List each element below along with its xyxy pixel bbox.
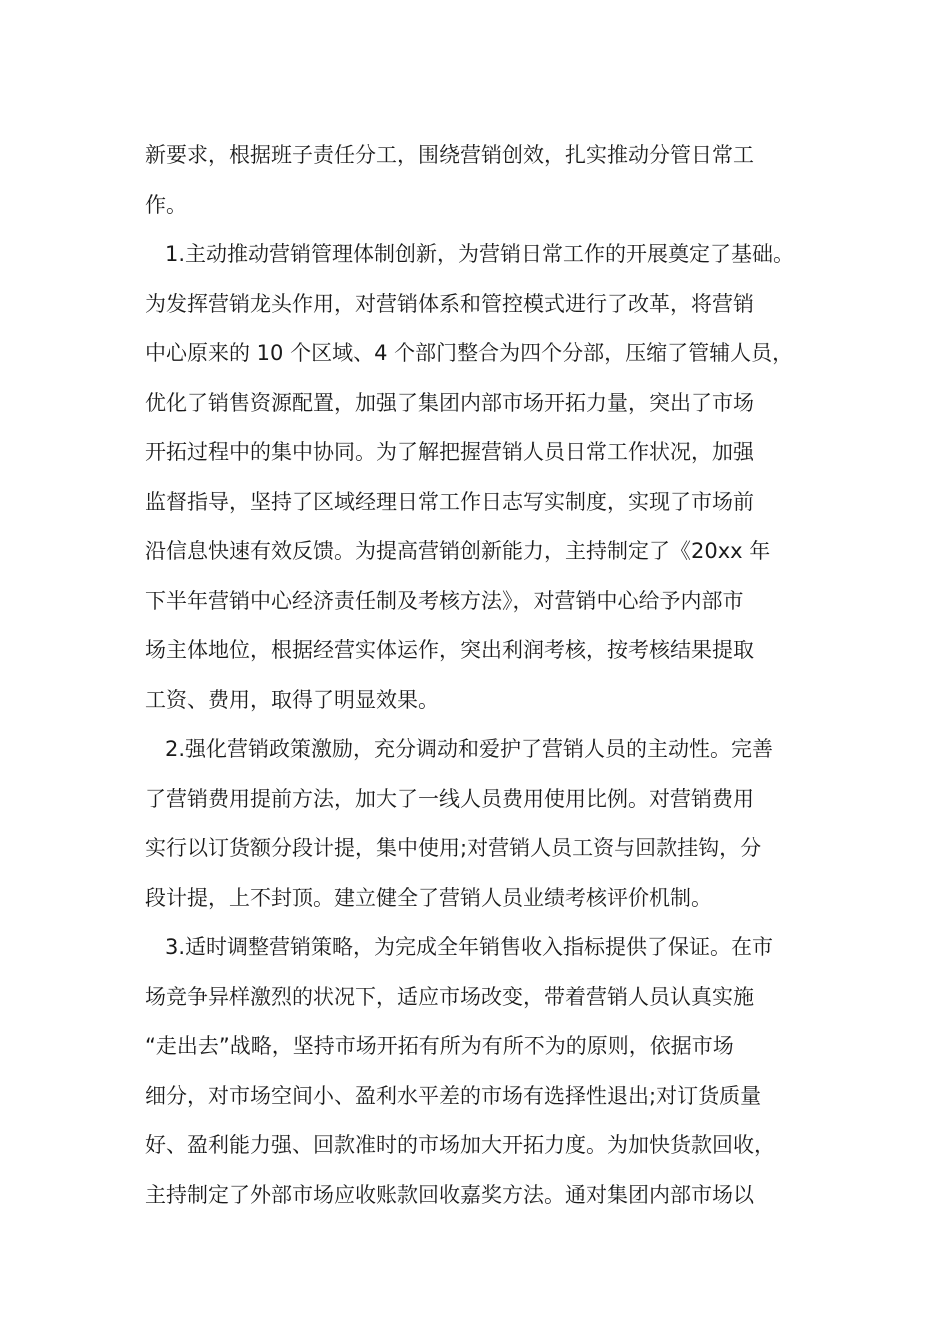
text-line: 段计提，上不封顶。建立健全了营销人员业绩考核评价机制。 bbox=[145, 885, 712, 910]
text-line: 场竞争异样激烈的状况下，适应市场改变，带着营销人员认真实施 bbox=[145, 984, 754, 1009]
text-line: 下半年营销中心经济责任制及考核方法》，对营销中心给予内部市 bbox=[145, 588, 744, 613]
text-line: 实行以订货额分段计提，集中使用;对营销人员工资与回款挂钩，分 bbox=[145, 836, 762, 860]
text-line: 3.适时调整营销策略，为完成全年销售收入指标提供了保证。在市 bbox=[165, 935, 774, 959]
text-line: 优化了销售资源配置，加强了集团内部市场开拓力量，突出了市场 bbox=[145, 390, 754, 415]
text-line: 沿信息快速有效反馈。为提高营销创新能力，主持制定了《20xx 年 bbox=[145, 539, 771, 563]
text-line: “走出去”战略，坚持市场开拓有所为有所不为的原则，依据市场 bbox=[145, 1034, 734, 1058]
document-body bbox=[145, 131, 825, 1220]
text-line: 主持制定了外部市场应收账款回收嘉奖方法。通对集团内部市场以 bbox=[145, 1182, 754, 1207]
text-line: 新要求，根据班子责任分工，围绕营销创效，扎实推动分管日常工 bbox=[145, 143, 754, 167]
text-line: 中心原来的 10 个区域、4 个部门整合为四个分部，压缩了管辅人员， bbox=[145, 341, 794, 365]
text-line: 工资、费用，取得了明显效果。 bbox=[145, 687, 439, 712]
text-line: 1.主动推动营销管理体制创新，为营销日常工作的开展奠定了基础。 bbox=[165, 242, 795, 266]
text-line: 场主体地位，根据经营实体运作，突出利润考核，按考核结果提取 bbox=[145, 638, 754, 662]
text-line: 细分，对市场空间小、盈利水平差的市场有选择性退出;对订货质量 bbox=[145, 1083, 762, 1108]
text-line: 2.强化营销政策激励，充分调动和爱护了营销人员的主动性。完善 bbox=[165, 737, 774, 761]
text-line: 为发挥营销龙头作用，对营销体系和管控模式进行了改革，将营销 bbox=[145, 291, 754, 316]
text-line: 了营销费用提前方法，加大了一线人员费用使用比例。对营销费用 bbox=[145, 786, 754, 811]
text-line: 好、盈利能力强、回款准时的市场加大开拓力度。为加快货款回收， bbox=[145, 1133, 775, 1157]
text-line: 作。 bbox=[145, 192, 187, 217]
text-line: 开拓过程中的集中协同。为了解把握营销人员日常工作状况，加强 bbox=[145, 440, 754, 464]
text-line: 监督指导，坚持了区域经理日常工作日志写实制度，实现了市场前 bbox=[145, 489, 754, 514]
